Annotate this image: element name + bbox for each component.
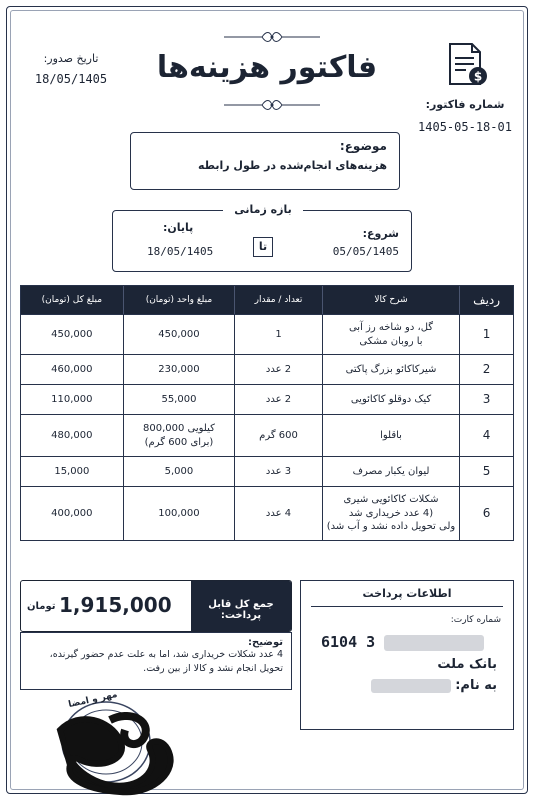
payment-title: اطلاعات پرداخت: [311, 581, 503, 607]
invoice-number-label: شماره فاکتور:: [425, 98, 505, 111]
to-label: تا: [253, 237, 273, 257]
cell-unit-price: 450,000: [123, 314, 235, 354]
table-row: [21, 414, 513, 456]
card-number-redaction: [384, 635, 484, 651]
card-prefix: 6104 3: [321, 633, 376, 651]
cell-description: لیوان یکبار مصرف: [322, 456, 459, 486]
end-date: 18/05/1405: [147, 245, 214, 258]
cell-description: کیک دوقلو کاکائویی: [322, 384, 459, 414]
notes-label: توضیح:: [248, 637, 283, 648]
cell-row-number: 2: [459, 354, 513, 384]
table-row: [21, 486, 513, 540]
cell-unit-price: کیلویی 800,000 (برای 600 گرم): [123, 414, 235, 456]
table-body: [21, 314, 513, 540]
cell-unit-price: 100,000: [123, 486, 235, 540]
cell-row-number: 3: [459, 384, 513, 414]
stamp-label: مهر و امضا: [67, 689, 119, 711]
bank-name: بانک ملت: [437, 657, 497, 672]
signature-redaction-scribble: [50, 700, 180, 798]
cell-description: شکلات کاکائویی شیری (4 عدد خریداری شد ولی تحویل داده نشد و آب شد): [322, 486, 459, 540]
bottom-ornament: [222, 98, 322, 112]
cell-total: 460,000: [21, 354, 123, 384]
cell-unit-price: 230,000: [123, 354, 235, 384]
top-ornament: [222, 30, 322, 44]
notes-box: [20, 632, 292, 690]
start-date: 05/05/1405: [332, 245, 399, 258]
grand-total-label: جمع کل قابل پرداخت:: [191, 581, 291, 631]
table-row: [21, 456, 513, 486]
subject-text: هزینه‌های انجام‌شده در طول رابطه: [197, 159, 387, 172]
grand-total-unit: تومان: [27, 601, 56, 612]
cell-row-number: 1: [459, 314, 513, 354]
invoice-title: فاکتور هزینه‌ها: [156, 50, 378, 85]
invoice-dollar-icon: [442, 40, 492, 90]
owner-name: [301, 672, 513, 693]
cell-quantity: 600 گرم: [234, 414, 322, 456]
header-quantity: تعداد / مقدار: [234, 286, 322, 314]
cell-row-number: 4: [459, 414, 513, 456]
cell-total: 110,000: [21, 384, 123, 414]
cell-total: 15,000: [21, 456, 123, 486]
header-row-number: ردیف: [459, 286, 513, 314]
subject-box: [130, 132, 400, 190]
header-description: شرح کالا: [322, 286, 459, 314]
owner-label: به نام:: [455, 678, 497, 693]
cell-row-number: 6: [459, 486, 513, 540]
cell-quantity: 4 عدد: [234, 486, 322, 540]
svg-text:$: $: [473, 69, 483, 84]
table-row: [21, 314, 513, 354]
owner-name-redaction: [371, 679, 451, 693]
card-number-label: شماره کارت:: [450, 615, 501, 625]
period-box: [112, 203, 412, 272]
grand-total-amount: 1,915,000: [59, 593, 172, 617]
cell-description: باقلوا: [322, 414, 459, 456]
payment-info-box: [300, 580, 514, 730]
grand-total-box: [20, 580, 292, 632]
cell-description: گل، دو شاخه رز آبی با روبان مشکی: [322, 314, 459, 354]
header-unit-price: مبلغ واحد (تومان): [123, 286, 235, 314]
items-table: [20, 285, 514, 541]
cell-unit-price: 5,000: [123, 456, 235, 486]
header-total: مبلغ کل (تومان): [21, 286, 123, 314]
card-number: [301, 625, 513, 651]
cell-unit-price: 55,000: [123, 384, 235, 414]
issue-date-label: تاریخ صدور:: [43, 52, 99, 65]
cell-total: 450,000: [21, 314, 123, 354]
cell-quantity: 2 عدد: [234, 354, 322, 384]
table-row: [21, 384, 513, 414]
table-row: [21, 354, 513, 384]
cell-total: 400,000: [21, 486, 123, 540]
start-label: شروع:: [362, 227, 399, 240]
cell-quantity: 2 عدد: [234, 384, 322, 414]
subject-label: موضوع:: [339, 139, 387, 153]
issue-date: 18/05/1405: [34, 72, 108, 86]
cell-quantity: 3 عدد: [234, 456, 322, 486]
notes-text: 4 عدد شکلات خریداری شد، اما به علت عدم حضور گیرنده، تحویل انجام نشد و کالا از بین رفت.: [49, 649, 283, 674]
cell-total: 480,000: [21, 414, 123, 456]
invoice-number: 1405-05-18-01: [418, 120, 512, 134]
cell-quantity: 1: [234, 314, 322, 354]
end-label: پایان:: [163, 221, 194, 234]
cell-description: شیرکاکائو بزرگ پاکتی: [322, 354, 459, 384]
table-header-row: [21, 286, 513, 314]
period-title: بازه زمانی: [223, 203, 303, 216]
cell-row-number: 5: [459, 456, 513, 486]
